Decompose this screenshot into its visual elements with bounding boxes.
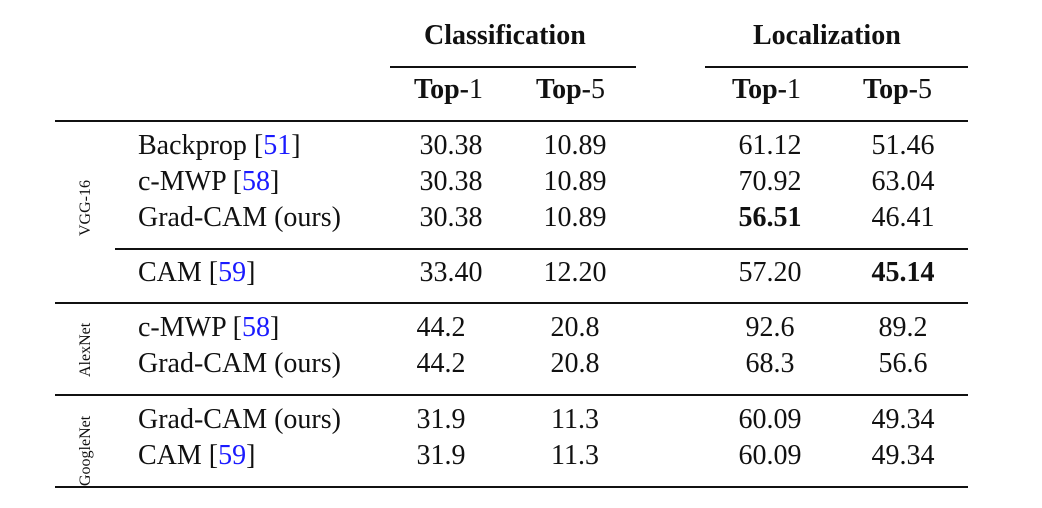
table-cell: 31.9: [416, 404, 466, 435]
citation-link[interactable]: 51: [263, 130, 292, 161]
header-top1-localization: Top-1: [732, 74, 802, 105]
table-cell: 44.2: [416, 348, 466, 379]
table-cell: 11.3: [551, 440, 599, 471]
citation-link[interactable]: 59: [218, 257, 247, 288]
method-backprop: Backprop [51]: [138, 130, 301, 161]
header-top1-classification: Top-1: [414, 74, 484, 105]
table-cell: 20.8: [550, 348, 600, 379]
method-gradcam: Grad-CAM (ours): [138, 202, 341, 233]
table-cell: 70.92: [738, 166, 802, 197]
table-cell: 57.20: [738, 257, 802, 288]
table-cell: 89.2: [878, 312, 928, 343]
table-cell: 12.20: [543, 257, 607, 288]
table-cell-best: 45.14: [871, 257, 935, 288]
table-cell: 51.46: [871, 130, 935, 161]
classification-header: Classification: [424, 20, 586, 51]
header-top5-classification: Top-5: [536, 74, 606, 105]
localization-header: Localization: [753, 20, 901, 51]
citation-link[interactable]: 58: [241, 312, 270, 343]
table-cell: 63.04: [871, 166, 935, 197]
citation-link[interactable]: 58: [241, 166, 270, 197]
classification-rule: [390, 66, 636, 68]
header-bottom-rule: [55, 120, 968, 122]
table-cell: 60.09: [738, 440, 802, 471]
citation-link[interactable]: 59: [218, 440, 247, 471]
table-cell: 11.3: [551, 404, 599, 435]
method-cmwp: c-MWP [58]: [138, 166, 280, 197]
table-cell-best: 56.51: [738, 202, 802, 233]
table-cell: 30.38: [419, 130, 483, 161]
table-cell: 68.3: [745, 348, 795, 379]
table-cell: 30.38: [419, 166, 483, 197]
group-label-vgg16: VGG-16: [77, 180, 94, 236]
vgg-alexnet-rule: [55, 302, 968, 304]
method-cam: CAM [59]: [138, 257, 256, 288]
table-cell: 49.34: [871, 404, 935, 435]
table-cell: 92.6: [745, 312, 795, 343]
method-cam: CAM [59]: [138, 440, 256, 471]
alexnet-googlenet-rule: [55, 394, 968, 396]
method-gradcam: Grad-CAM (ours): [138, 404, 341, 435]
table-cell: 61.12: [738, 130, 802, 161]
header-top5-localization: Top-5: [863, 74, 933, 105]
table-cell: 10.89: [543, 202, 607, 233]
vgg-cam-rule: [115, 248, 968, 250]
table-cell: 60.09: [738, 404, 802, 435]
table-cell: 56.6: [878, 348, 928, 379]
localization-rule: [705, 66, 968, 68]
table-cell: 33.40: [419, 257, 483, 288]
group-label-googlenet: GoogleNet: [77, 415, 94, 486]
table-cell: 31.9: [416, 440, 466, 471]
method-cmwp: c-MWP [58]: [138, 312, 280, 343]
table-cell: 44.2: [416, 312, 466, 343]
table-cell: 10.89: [543, 130, 607, 161]
table-cell: 46.41: [871, 202, 935, 233]
table-cell: 10.89: [543, 166, 607, 197]
group-label-alexnet: AlexNet: [77, 322, 94, 377]
table-cell: 20.8: [550, 312, 600, 343]
method-gradcam: Grad-CAM (ours): [138, 348, 341, 379]
table-bottom-rule: [55, 486, 968, 488]
table-cell: 49.34: [871, 440, 935, 471]
table-cell: 30.38: [419, 202, 483, 233]
